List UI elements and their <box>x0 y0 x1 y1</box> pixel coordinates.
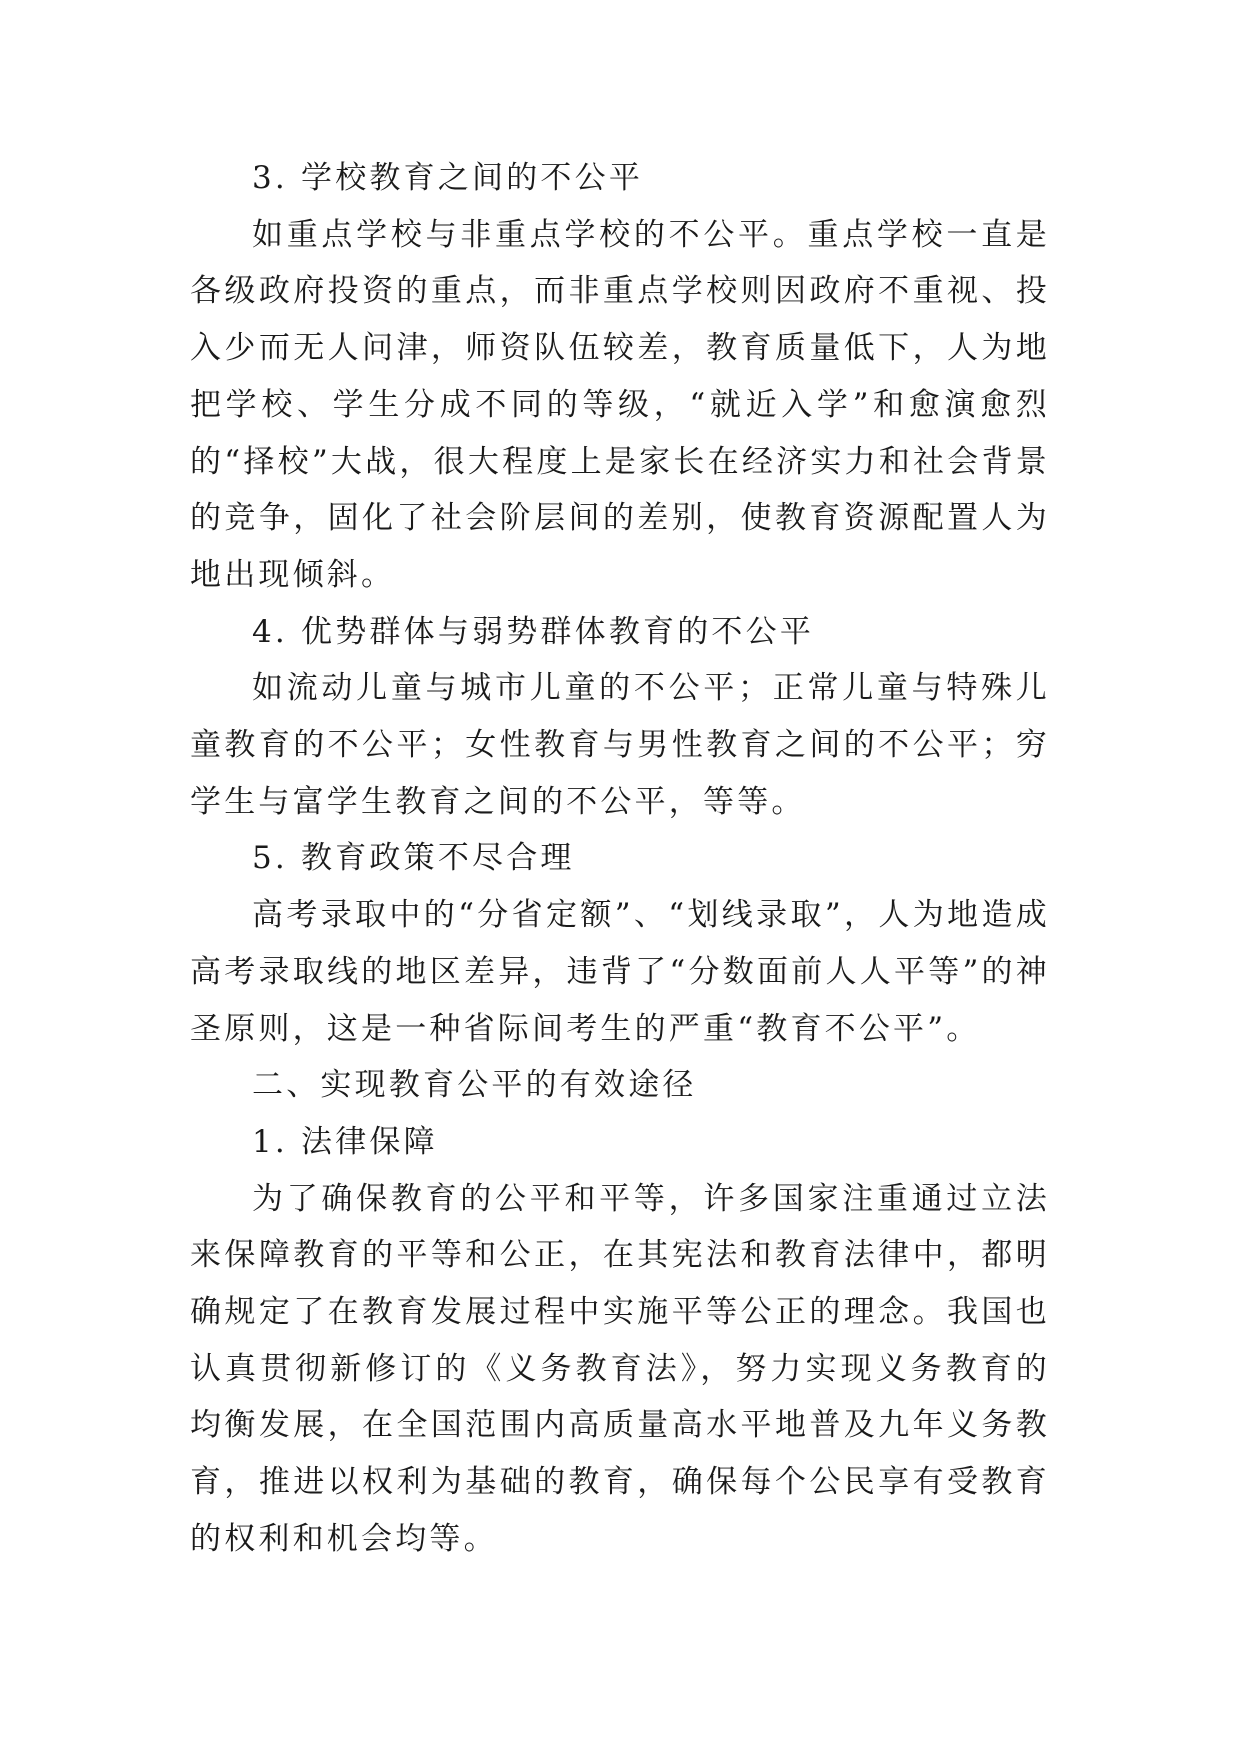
paragraph-key-schools: 如重点学校与非重点学校的不公平。重点学校一直是各级政府投资的重点，而非重点学校则因政府不重视、投入少而无人问津，师资队伍较差，教育质量低下，人为地把学校、学生分成不同的等级，“就近入学”和愈演愈烈的“择校”大战，很大程度上是家长在经济实力和社会背景的竞争，固化了社会阶层间的差别，使教育资源配置人为地出现倾斜。 <box>190 216 1050 593</box>
heading-legal-guarantee: 1. 法律保障 <box>252 1123 438 1160</box>
paragraph-gaokao-quota: 高考录取中的“分省定额”、“划线录取”，人为地造成高考录取线的地区差异，违背了“分数面前人人平等”的神圣原则，这是一种省际间考生的严重“教育不公平”。 <box>190 897 1050 1047</box>
heading-group-inequality: 4. 优势群体与弱势群体教育的不公平 <box>252 613 815 650</box>
document-page <box>190 150 1050 1568</box>
paragraph-legislation: 为了确保教育的公平和平等，许多国家注重通过立法来保障教育的平等和公正，在其宪法和教育法律中，都明确规定了在教育发展过程中实施平等公正的理念。我国也认真贯彻新修订的《义务教育法》，努力实现义务教育的均衡发展，在全国范围内高质量高水平地普及九年义务教育，推进以权利为基础的教育，确保每个公民享有受教育的权利和机会均等。 <box>190 1180 1050 1557</box>
heading-education-policy: 5. 教育政策不尽合理 <box>252 840 575 877</box>
heading-section-two: 二、实现教育公平的有效途径 <box>252 1067 697 1104</box>
paragraph-migrant-children: 如流动儿童与城市儿童的不公平；正常儿童与特殊儿童教育的不公平；女性教育与男性教育之间的不公平；穷学生与富学生教育之间的不公平，等等。 <box>190 670 1050 820</box>
heading-school-inequality: 3. 学校教育之间的不公平 <box>252 160 644 196</box>
